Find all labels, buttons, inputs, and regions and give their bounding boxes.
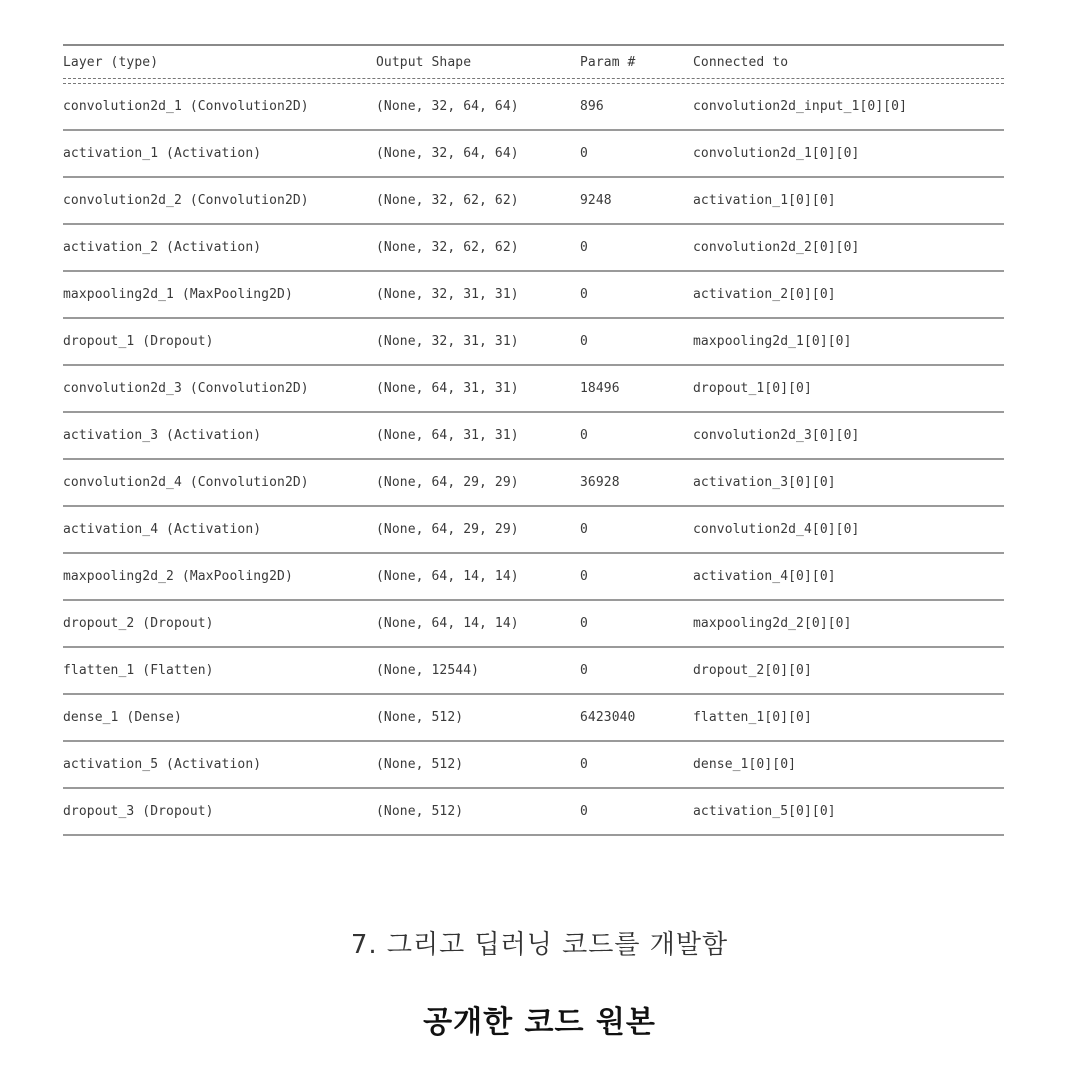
cell-param-count: 0 xyxy=(580,616,588,631)
cell-layer: activation_2 (Activation) xyxy=(63,240,262,255)
cell-layer: activation_5 (Activation) xyxy=(63,757,262,772)
cell-layer: convolution2d_3 (Convolution2D) xyxy=(63,381,309,396)
cell-output-shape: (None, 64, 31, 31) xyxy=(376,381,519,396)
cell-output-shape: (None, 512) xyxy=(376,710,464,725)
cell-connected-to: convolution2d_1[0][0] xyxy=(693,146,860,161)
cell-output-shape: (None, 64, 29, 29) xyxy=(376,522,519,537)
table-row xyxy=(63,178,1004,225)
cell-layer: dropout_2 (Dropout) xyxy=(63,616,214,631)
header-param-count: Param # xyxy=(580,54,636,70)
cell-connected-to: activation_3[0][0] xyxy=(693,475,836,490)
cell-layer: maxpooling2d_1 (MaxPooling2D) xyxy=(63,287,293,302)
cell-connected-to: dropout_1[0][0] xyxy=(693,381,812,396)
table-row xyxy=(63,366,1004,413)
cell-connected-to: flatten_1[0][0] xyxy=(693,710,812,725)
table-row xyxy=(63,648,1004,695)
cell-output-shape: (None, 32, 31, 31) xyxy=(376,334,519,349)
cell-output-shape: (None, 32, 64, 64) xyxy=(376,99,519,114)
cell-connected-to: maxpooling2d_2[0][0] xyxy=(693,616,852,631)
cell-connected-to: convolution2d_4[0][0] xyxy=(693,522,860,537)
cell-connected-to: dense_1[0][0] xyxy=(693,757,797,772)
cell-param-count: 896 xyxy=(580,99,604,114)
cell-layer: maxpooling2d_2 (MaxPooling2D) xyxy=(63,569,293,584)
cell-layer: dropout_1 (Dropout) xyxy=(63,334,214,349)
cell-layer: activation_3 (Activation) xyxy=(63,428,262,443)
cell-layer: convolution2d_2 (Convolution2D) xyxy=(63,193,309,208)
table-row xyxy=(63,460,1004,507)
cell-output-shape: (None, 64, 14, 14) xyxy=(376,616,519,631)
cell-output-shape: (None, 32, 64, 64) xyxy=(376,146,519,161)
cell-param-count: 0 xyxy=(580,522,588,537)
cell-connected-to: convolution2d_2[0][0] xyxy=(693,240,860,255)
cell-output-shape: (None, 512) xyxy=(376,804,464,819)
table-row xyxy=(63,413,1004,460)
cell-output-shape: (None, 32, 31, 31) xyxy=(376,287,519,302)
step-caption: 7. 그리고 딥러닝 코드를 개발함 xyxy=(350,930,729,960)
cell-connected-to: dropout_2[0][0] xyxy=(693,663,812,678)
table-row xyxy=(63,695,1004,742)
cell-param-count: 36928 xyxy=(580,475,620,490)
table-row xyxy=(63,225,1004,272)
table-row xyxy=(63,789,1004,836)
table-row xyxy=(63,319,1004,366)
table-body xyxy=(63,84,1004,836)
cell-param-count: 0 xyxy=(580,146,588,161)
table-row xyxy=(63,272,1004,319)
cell-param-count: 0 xyxy=(580,569,588,584)
title-caption: 공개한 코드 원본 xyxy=(423,1005,656,1040)
cell-layer: activation_4 (Activation) xyxy=(63,522,262,537)
table-row xyxy=(63,507,1004,554)
header-connected-to: Connected to xyxy=(693,54,789,70)
cell-layer: activation_1 (Activation) xyxy=(63,146,262,161)
cell-connected-to: convolution2d_3[0][0] xyxy=(693,428,860,443)
model-summary-table xyxy=(63,44,1004,836)
table-row xyxy=(63,601,1004,648)
cell-layer: convolution2d_1 (Convolution2D) xyxy=(63,99,309,114)
cell-output-shape: (None, 12544) xyxy=(376,663,480,678)
table-header xyxy=(63,46,1004,78)
table-row xyxy=(63,131,1004,178)
cell-output-shape: (None, 32, 62, 62) xyxy=(376,193,519,208)
cell-connected-to: activation_2[0][0] xyxy=(693,287,836,302)
cell-param-count: 0 xyxy=(580,240,588,255)
cell-connected-to: activation_5[0][0] xyxy=(693,804,836,819)
cell-layer: dropout_3 (Dropout) xyxy=(63,804,214,819)
cell-param-count: 6423040 xyxy=(580,710,636,725)
cell-output-shape: (None, 64, 31, 31) xyxy=(376,428,519,443)
cell-output-shape: (None, 32, 62, 62) xyxy=(376,240,519,255)
cell-param-count: 0 xyxy=(580,334,588,349)
cell-connected-to: convolution2d_input_1[0][0] xyxy=(693,99,908,114)
header-layer-type: Layer (type) xyxy=(63,54,159,70)
header-output-shape: Output Shape xyxy=(376,54,472,70)
cell-layer: flatten_1 (Flatten) xyxy=(63,663,214,678)
cell-layer: dense_1 (Dense) xyxy=(63,710,182,725)
cell-output-shape: (None, 64, 14, 14) xyxy=(376,569,519,584)
cell-param-count: 0 xyxy=(580,663,588,678)
cell-param-count: 0 xyxy=(580,757,588,772)
table-row xyxy=(63,742,1004,789)
cell-layer: convolution2d_4 (Convolution2D) xyxy=(63,475,309,490)
cell-param-count: 18496 xyxy=(580,381,620,396)
cell-param-count: 9248 xyxy=(580,193,612,208)
cell-param-count: 0 xyxy=(580,287,588,302)
cell-param-count: 0 xyxy=(580,428,588,443)
cell-output-shape: (None, 64, 29, 29) xyxy=(376,475,519,490)
cell-param-count: 0 xyxy=(580,804,588,819)
cell-connected-to: activation_1[0][0] xyxy=(693,193,836,208)
cell-connected-to: activation_4[0][0] xyxy=(693,569,836,584)
table-row xyxy=(63,554,1004,601)
cell-output-shape: (None, 512) xyxy=(376,757,464,772)
cell-connected-to: maxpooling2d_1[0][0] xyxy=(693,334,852,349)
table-row xyxy=(63,84,1004,131)
